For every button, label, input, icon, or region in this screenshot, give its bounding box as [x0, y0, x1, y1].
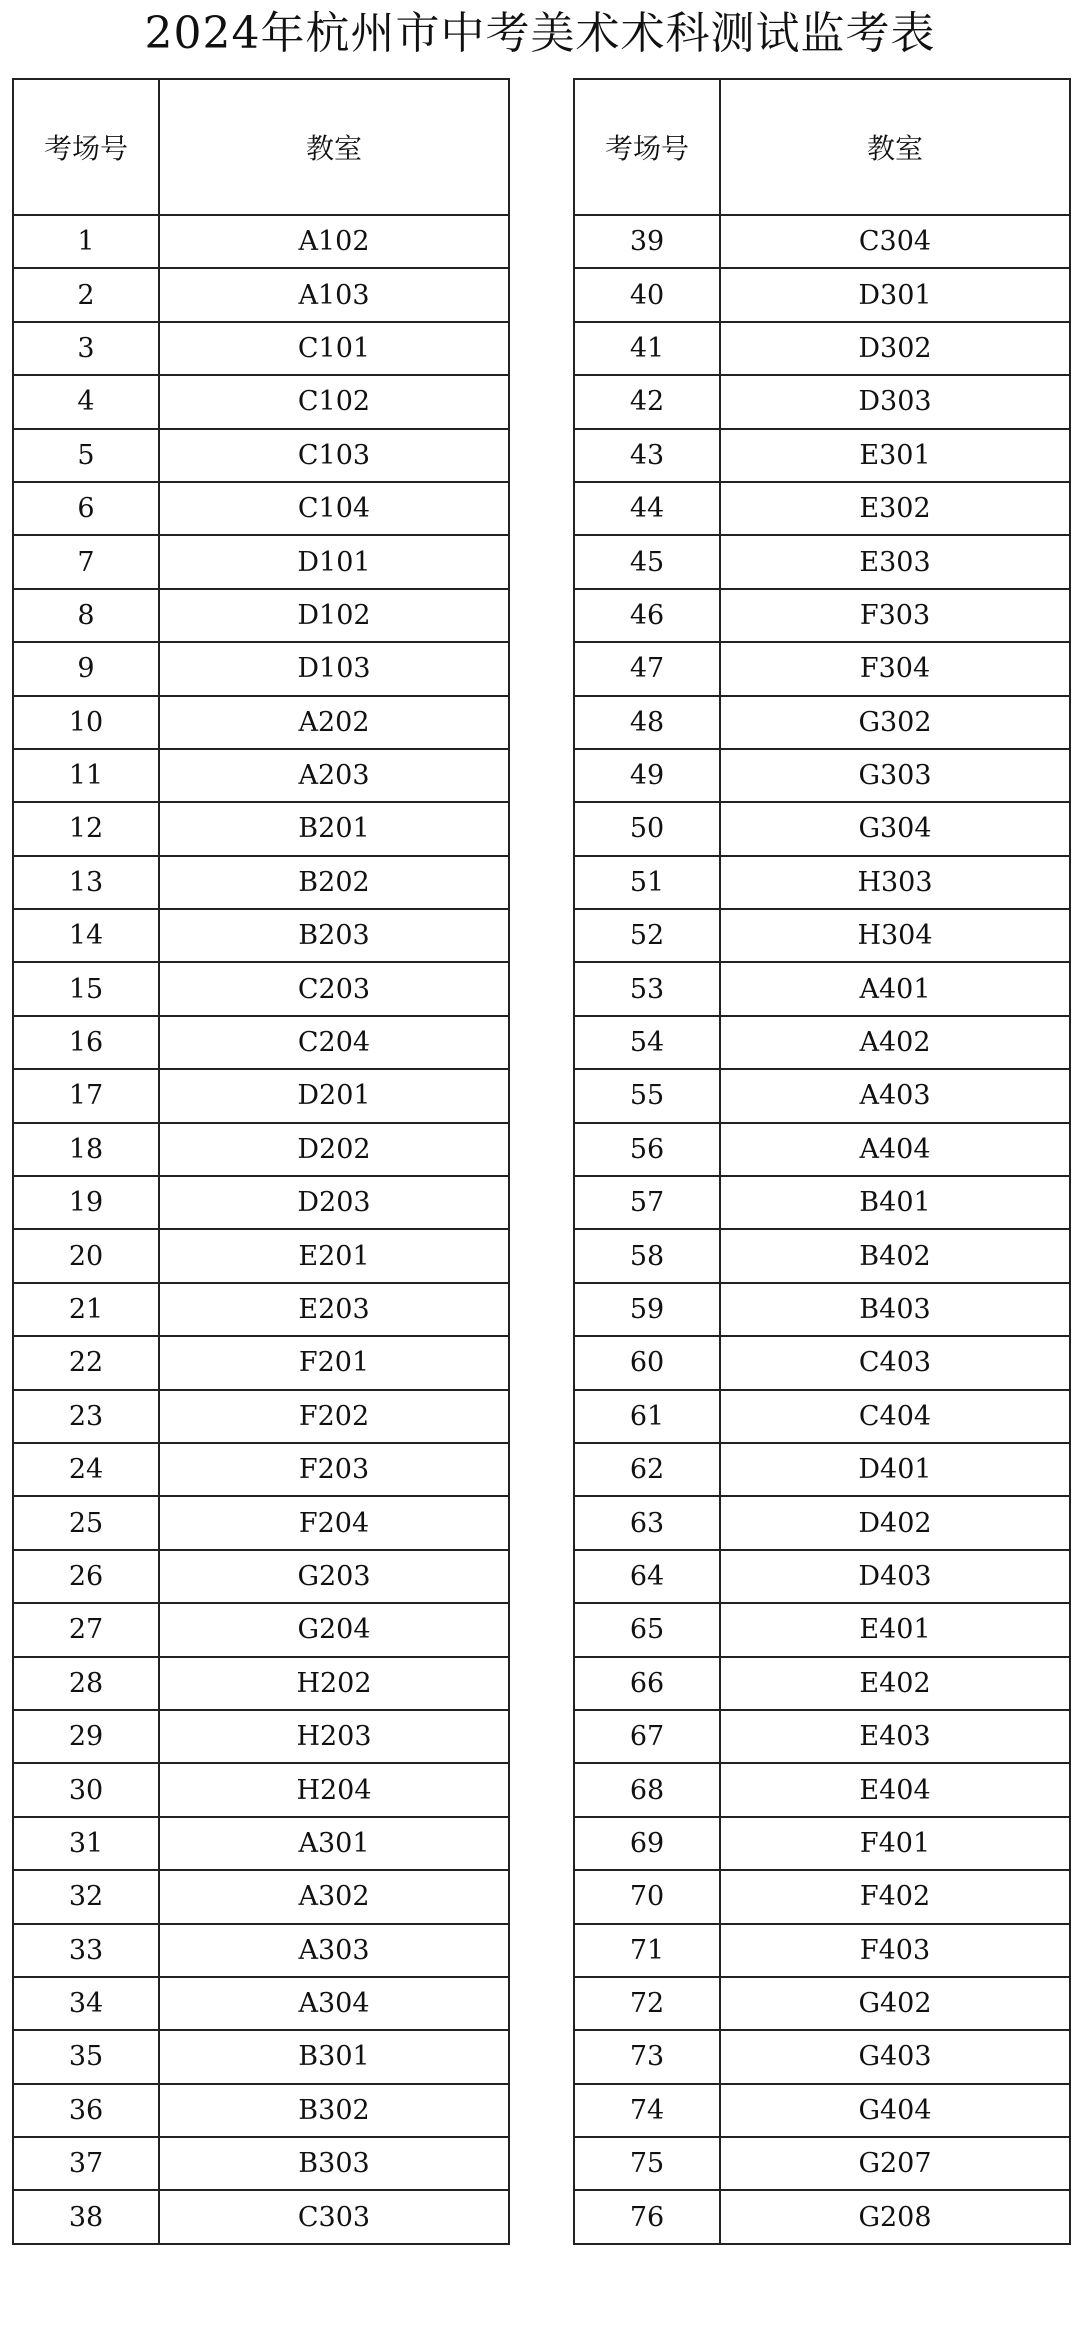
table-header-row — [574, 79, 1070, 215]
table-row — [574, 482, 1070, 535]
table-row — [574, 1069, 1070, 1122]
table-row — [13, 1336, 509, 1389]
cell-room-no: 37 — [13, 2137, 159, 2190]
cell-classroom: D402 — [720, 1496, 1070, 1549]
table-row — [13, 1016, 509, 1069]
table-row — [574, 1443, 1070, 1496]
cell-classroom: F402 — [720, 1870, 1070, 1923]
cell-room-no: 14 — [13, 909, 159, 962]
cell-classroom: B401 — [720, 1176, 1070, 1229]
cell-room-no: 69 — [574, 1817, 720, 1870]
cell-classroom: D401 — [720, 1443, 1070, 1496]
cell-classroom: E401 — [720, 1603, 1070, 1656]
table-row — [574, 1229, 1070, 1282]
exam-table-right — [573, 78, 1071, 2245]
table-row — [13, 589, 509, 642]
table-row — [574, 1283, 1070, 1336]
cell-room-no: 66 — [574, 1657, 720, 1710]
cell-room-no: 1 — [13, 215, 159, 268]
exam-table-left — [12, 78, 510, 2245]
cell-classroom: D301 — [720, 268, 1070, 321]
table-row — [574, 2030, 1070, 2083]
table-row — [13, 1977, 509, 2030]
cell-room-no: 13 — [13, 856, 159, 909]
table-row — [574, 589, 1070, 642]
table-row — [574, 802, 1070, 855]
cell-room-no: 29 — [13, 1710, 159, 1763]
cell-room-no: 44 — [574, 482, 720, 535]
cell-room-no: 27 — [13, 1603, 159, 1656]
cell-room-no: 56 — [574, 1123, 720, 1176]
table-row — [574, 1710, 1070, 1763]
table-row — [574, 215, 1070, 268]
cell-room-no: 35 — [13, 2030, 159, 2083]
cell-room-no: 73 — [574, 2030, 720, 2083]
table-row — [13, 1924, 509, 1977]
cell-classroom: B301 — [159, 2030, 509, 2083]
table-row — [13, 962, 509, 1015]
cell-room-no: 57 — [574, 1176, 720, 1229]
cell-classroom: C101 — [159, 322, 509, 375]
table-row — [574, 535, 1070, 588]
cell-room-no: 8 — [13, 589, 159, 642]
cell-classroom: C102 — [159, 375, 509, 428]
cell-room-no: 15 — [13, 962, 159, 1015]
table-row — [13, 2084, 509, 2137]
cell-classroom: E303 — [720, 535, 1070, 588]
cell-classroom: C404 — [720, 1390, 1070, 1443]
cell-classroom: A102 — [159, 215, 509, 268]
cell-classroom: F403 — [720, 1924, 1070, 1977]
cell-classroom: G404 — [720, 2084, 1070, 2137]
cell-classroom: F304 — [720, 642, 1070, 695]
cell-room-no: 46 — [574, 589, 720, 642]
cell-room-no: 47 — [574, 642, 720, 695]
table-row — [13, 1390, 509, 1443]
cell-classroom: A403 — [720, 1069, 1070, 1122]
cell-room-no: 25 — [13, 1496, 159, 1549]
cell-room-no: 34 — [13, 1977, 159, 2030]
cell-room-no: 70 — [574, 1870, 720, 1923]
cell-room-no: 38 — [13, 2190, 159, 2243]
cell-room-no: 42 — [574, 375, 720, 428]
cell-room-no: 3 — [13, 322, 159, 375]
cell-classroom: D101 — [159, 535, 509, 588]
cell-room-no: 65 — [574, 1603, 720, 1656]
cell-room-no: 67 — [574, 1710, 720, 1763]
cell-classroom: A401 — [720, 962, 1070, 1015]
table-body-left — [13, 215, 509, 2244]
header-room-no: 考场号 — [574, 79, 720, 215]
cell-room-no: 72 — [574, 1977, 720, 2030]
cell-room-no: 6 — [13, 482, 159, 535]
table-header-row — [13, 79, 509, 215]
table-row — [574, 962, 1070, 1015]
cell-room-no: 68 — [574, 1763, 720, 1816]
cell-room-no: 4 — [13, 375, 159, 428]
cell-classroom: H204 — [159, 1763, 509, 1816]
table-row — [13, 1176, 509, 1229]
cell-classroom: D201 — [159, 1069, 509, 1122]
table-row — [574, 2190, 1070, 2243]
cell-classroom: H303 — [720, 856, 1070, 909]
table-row — [574, 1016, 1070, 1069]
table-row — [13, 856, 509, 909]
table-row — [13, 1496, 509, 1549]
cell-classroom: E201 — [159, 1229, 509, 1282]
table-row — [13, 749, 509, 802]
table-row — [574, 1123, 1070, 1176]
cell-classroom: D102 — [159, 589, 509, 642]
cell-room-no: 18 — [13, 1123, 159, 1176]
cell-classroom: F204 — [159, 1496, 509, 1549]
table-row — [574, 1763, 1070, 1816]
cell-classroom: E301 — [720, 429, 1070, 482]
cell-classroom: F401 — [720, 1817, 1070, 1870]
cell-room-no: 21 — [13, 1283, 159, 1336]
table-row — [13, 1763, 509, 1816]
cell-classroom: E402 — [720, 1657, 1070, 1710]
header-classroom: 教室 — [720, 79, 1070, 215]
cell-classroom: A301 — [159, 1817, 509, 1870]
cell-classroom: C204 — [159, 1016, 509, 1069]
cell-classroom: G302 — [720, 696, 1070, 749]
cell-classroom: B402 — [720, 1229, 1070, 1282]
cell-room-no: 16 — [13, 1016, 159, 1069]
cell-room-no: 48 — [574, 696, 720, 749]
cell-classroom: A303 — [159, 1924, 509, 1977]
cell-room-no: 36 — [13, 2084, 159, 2137]
cell-classroom: G204 — [159, 1603, 509, 1656]
table-row — [13, 1443, 509, 1496]
cell-classroom: A302 — [159, 1870, 509, 1923]
cell-classroom: D403 — [720, 1550, 1070, 1603]
cell-classroom: F203 — [159, 1443, 509, 1496]
page-title: 2024年杭州市中考美术术科测试监考表 — [144, 8, 936, 59]
table-row — [13, 1657, 509, 1710]
cell-room-no: 51 — [574, 856, 720, 909]
cell-classroom: C203 — [159, 962, 509, 1015]
cell-room-no: 41 — [574, 322, 720, 375]
cell-room-no: 49 — [574, 749, 720, 802]
cell-room-no: 9 — [13, 642, 159, 695]
cell-room-no: 45 — [574, 535, 720, 588]
cell-room-no: 75 — [574, 2137, 720, 2190]
cell-room-no: 2 — [13, 268, 159, 321]
cell-classroom: H203 — [159, 1710, 509, 1763]
table-row — [574, 749, 1070, 802]
cell-classroom: A203 — [159, 749, 509, 802]
table-row — [574, 1550, 1070, 1603]
cell-classroom: C303 — [159, 2190, 509, 2243]
table-row — [13, 642, 509, 695]
table-row — [13, 375, 509, 428]
cell-room-no: 33 — [13, 1924, 159, 1977]
cell-room-no: 63 — [574, 1496, 720, 1549]
cell-classroom: G207 — [720, 2137, 1070, 2190]
cell-classroom: G203 — [159, 1550, 509, 1603]
cell-room-no: 28 — [13, 1657, 159, 1710]
cell-classroom: E203 — [159, 1283, 509, 1336]
cell-room-no: 74 — [574, 2084, 720, 2137]
table-body-right — [574, 215, 1070, 2244]
cell-room-no: 7 — [13, 535, 159, 588]
cell-classroom: A103 — [159, 268, 509, 321]
cell-room-no: 26 — [13, 1550, 159, 1603]
cell-classroom: B202 — [159, 856, 509, 909]
table-row — [13, 1817, 509, 1870]
cell-room-no: 55 — [574, 1069, 720, 1122]
table-row — [574, 2084, 1070, 2137]
table-row — [13, 482, 509, 535]
cell-room-no: 62 — [574, 1443, 720, 1496]
cell-classroom: G208 — [720, 2190, 1070, 2243]
cell-room-no: 32 — [13, 1870, 159, 1923]
table-row — [13, 1603, 509, 1656]
cell-room-no: 76 — [574, 2190, 720, 2243]
table-row — [13, 1229, 509, 1282]
table-row — [13, 696, 509, 749]
cell-room-no: 20 — [13, 1229, 159, 1282]
table-row — [13, 268, 509, 321]
table-row — [13, 909, 509, 962]
cell-room-no: 71 — [574, 1924, 720, 1977]
cell-room-no: 50 — [574, 802, 720, 855]
cell-classroom: A202 — [159, 696, 509, 749]
cell-room-no: 59 — [574, 1283, 720, 1336]
table-row — [574, 856, 1070, 909]
cell-room-no: 40 — [574, 268, 720, 321]
table-row — [13, 2030, 509, 2083]
cell-classroom: H304 — [720, 909, 1070, 962]
header-room-no: 考场号 — [13, 79, 159, 215]
cell-room-no: 31 — [13, 1817, 159, 1870]
table-row — [574, 375, 1070, 428]
cell-classroom: C403 — [720, 1336, 1070, 1389]
cell-classroom: C304 — [720, 215, 1070, 268]
table-row — [13, 2190, 509, 2243]
table-row — [574, 1924, 1070, 1977]
table-row — [13, 429, 509, 482]
cell-classroom: F303 — [720, 589, 1070, 642]
cell-room-no: 12 — [13, 802, 159, 855]
table-row — [574, 696, 1070, 749]
cell-room-no: 10 — [13, 696, 159, 749]
cell-room-no: 43 — [574, 429, 720, 482]
cell-classroom: G303 — [720, 749, 1070, 802]
table-row — [13, 535, 509, 588]
cell-room-no: 30 — [13, 1763, 159, 1816]
cell-room-no: 39 — [574, 215, 720, 268]
cell-classroom: C104 — [159, 482, 509, 535]
table-row — [574, 1336, 1070, 1389]
table-row — [13, 215, 509, 268]
header-classroom: 教室 — [159, 79, 509, 215]
cell-room-no: 60 — [574, 1336, 720, 1389]
cell-classroom: D203 — [159, 1176, 509, 1229]
table-row — [13, 1550, 509, 1603]
cell-classroom: B203 — [159, 909, 509, 962]
table-row — [574, 1496, 1070, 1549]
cell-room-no: 23 — [13, 1390, 159, 1443]
cell-room-no: 64 — [574, 1550, 720, 1603]
table-row — [13, 802, 509, 855]
table-row — [13, 1069, 509, 1122]
cell-classroom: B303 — [159, 2137, 509, 2190]
cell-classroom: E302 — [720, 482, 1070, 535]
table-row — [574, 1390, 1070, 1443]
cell-classroom: E404 — [720, 1763, 1070, 1816]
cell-room-no: 17 — [13, 1069, 159, 1122]
table-row — [574, 1176, 1070, 1229]
cell-room-no: 22 — [13, 1336, 159, 1389]
cell-classroom: B302 — [159, 2084, 509, 2137]
cell-room-no: 61 — [574, 1390, 720, 1443]
table-row — [13, 1283, 509, 1336]
table-row — [574, 1977, 1070, 2030]
cell-classroom: D303 — [720, 375, 1070, 428]
table-row — [574, 2137, 1070, 2190]
table-row — [574, 1603, 1070, 1656]
cell-classroom: A404 — [720, 1123, 1070, 1176]
cell-room-no: 58 — [574, 1229, 720, 1282]
table-row — [13, 1123, 509, 1176]
table-row — [13, 1870, 509, 1923]
table-row — [574, 429, 1070, 482]
cell-room-no: 5 — [13, 429, 159, 482]
table-row — [574, 1817, 1070, 1870]
cell-classroom: G403 — [720, 2030, 1070, 2083]
cell-classroom: A402 — [720, 1016, 1070, 1069]
cell-classroom: F202 — [159, 1390, 509, 1443]
cell-classroom: B201 — [159, 802, 509, 855]
table-row — [574, 268, 1070, 321]
cell-room-no: 52 — [574, 909, 720, 962]
table-row — [574, 909, 1070, 962]
cell-room-no: 24 — [13, 1443, 159, 1496]
cell-classroom: G304 — [720, 802, 1070, 855]
table-row — [13, 2137, 509, 2190]
table-row — [574, 322, 1070, 375]
cell-classroom: H202 — [159, 1657, 509, 1710]
cell-classroom: D202 — [159, 1123, 509, 1176]
cell-classroom: F201 — [159, 1336, 509, 1389]
cell-room-no: 53 — [574, 962, 720, 1015]
table-row — [13, 322, 509, 375]
cell-classroom: C103 — [159, 429, 509, 482]
cell-room-no: 19 — [13, 1176, 159, 1229]
cell-classroom: E403 — [720, 1710, 1070, 1763]
table-row — [13, 1710, 509, 1763]
cell-classroom: G402 — [720, 1977, 1070, 2030]
table-row — [574, 1657, 1070, 1710]
table-row — [574, 642, 1070, 695]
cell-room-no: 54 — [574, 1016, 720, 1069]
cell-room-no: 11 — [13, 749, 159, 802]
cell-classroom: B403 — [720, 1283, 1070, 1336]
cell-classroom: A304 — [159, 1977, 509, 2030]
table-row — [574, 1870, 1070, 1923]
cell-classroom: D302 — [720, 322, 1070, 375]
cell-classroom: D103 — [159, 642, 509, 695]
